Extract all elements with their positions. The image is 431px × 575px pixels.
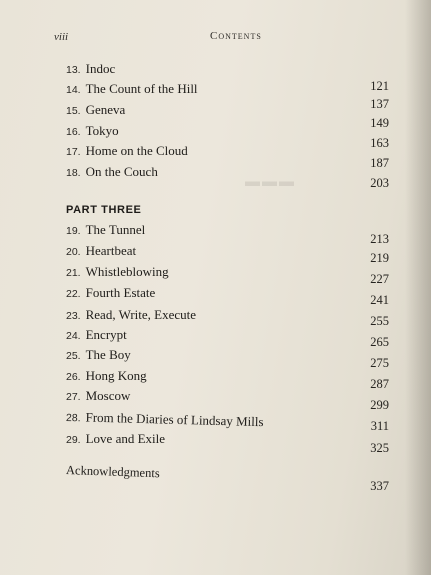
chapter-number: 23.	[66, 310, 81, 322]
toc-entry	[66, 143, 188, 159]
chapter-title: Hong Kong	[85, 368, 147, 383]
page-number: 255	[370, 314, 389, 328]
chapter-number: 24.	[66, 330, 81, 342]
chapter-title: Whistleblowing	[85, 264, 169, 279]
chapter-number: 13.	[66, 64, 81, 76]
toc-entry	[66, 307, 196, 323]
page-number: 287	[370, 377, 389, 391]
page-number: 213	[370, 232, 389, 246]
toc-entry	[66, 327, 127, 343]
running-header: Contents	[210, 30, 262, 42]
chapter-number: 29.	[66, 434, 81, 446]
page-edge-shadow	[405, 0, 431, 575]
toc-entry	[66, 347, 131, 363]
page-number: 311	[370, 419, 389, 433]
toc-entry	[66, 264, 169, 280]
chapter-title: Love and Exile	[85, 431, 166, 446]
chapter-title: On the Couch	[85, 164, 158, 179]
chapter-number: 18.	[66, 167, 81, 179]
toc-entry	[66, 123, 119, 139]
chapter-number: 27.	[66, 391, 81, 403]
chapter-number: 22.	[66, 288, 81, 300]
chapter-number: 15.	[66, 105, 81, 117]
chapter-title: The Boy	[85, 347, 131, 362]
chapter-title: Read, Write, Execute	[85, 307, 197, 322]
toc-entry	[66, 81, 198, 97]
chapter-title: Tokyo	[85, 123, 119, 138]
toc-entry	[66, 368, 147, 384]
chapter-title: Geneva	[85, 102, 126, 117]
page-number: 219	[370, 251, 389, 265]
chapter-title: The Tunnel	[85, 222, 146, 237]
toc-entry	[66, 388, 130, 404]
toc-entry	[66, 102, 125, 118]
toc-entry	[66, 164, 158, 180]
chapter-title: Fourth Estate	[85, 285, 156, 300]
part-heading: PART THREE	[66, 204, 142, 216]
page-number: 121	[370, 79, 389, 93]
chapter-title: The Count of the Hill	[85, 81, 198, 96]
toc-entry	[66, 243, 136, 259]
chapter-number: 19.	[66, 225, 81, 237]
chapter-title: Moscow	[85, 388, 131, 403]
chapter-number: 17.	[66, 146, 81, 158]
toc-entry	[66, 222, 145, 238]
chapter-number: 26.	[66, 371, 81, 383]
page-number: 137	[370, 97, 389, 111]
chapter-title: From the Diaries of Lindsay Mills	[85, 409, 264, 430]
page-number: 163	[370, 136, 389, 150]
page-number: 203	[370, 176, 389, 190]
toc-entry	[66, 61, 115, 77]
chapter-title: Indoc	[85, 61, 116, 76]
page-folio: viii	[54, 31, 69, 43]
chapter-number: 16.	[66, 126, 81, 138]
chapter-number: 21.	[66, 267, 81, 279]
toc-entry	[66, 431, 165, 447]
page-number: 241	[370, 293, 389, 307]
page-number: 187	[370, 156, 389, 170]
bleed-through-text: ▬▬▬	[245, 174, 296, 190]
chapter-number: 25.	[66, 350, 81, 362]
chapter-number: 28.	[65, 412, 81, 425]
page-number: 265	[370, 335, 389, 349]
page-number: 149	[370, 116, 389, 130]
page-number: 299	[370, 398, 389, 412]
toc-entry	[66, 285, 155, 301]
page-number: 227	[370, 272, 389, 286]
chapter-number: 14.	[66, 84, 81, 96]
page-number: 275	[370, 356, 389, 370]
chapter-number: 20.	[66, 246, 81, 258]
page-number: 337	[370, 479, 389, 493]
chapter-title: Encrypt	[85, 327, 127, 342]
chapter-title: Heartbeat	[85, 243, 137, 258]
page-number: 325	[370, 441, 389, 455]
acknowledgments-entry: Acknowledgments	[65, 463, 160, 481]
chapter-title: Home on the Cloud	[85, 143, 188, 158]
